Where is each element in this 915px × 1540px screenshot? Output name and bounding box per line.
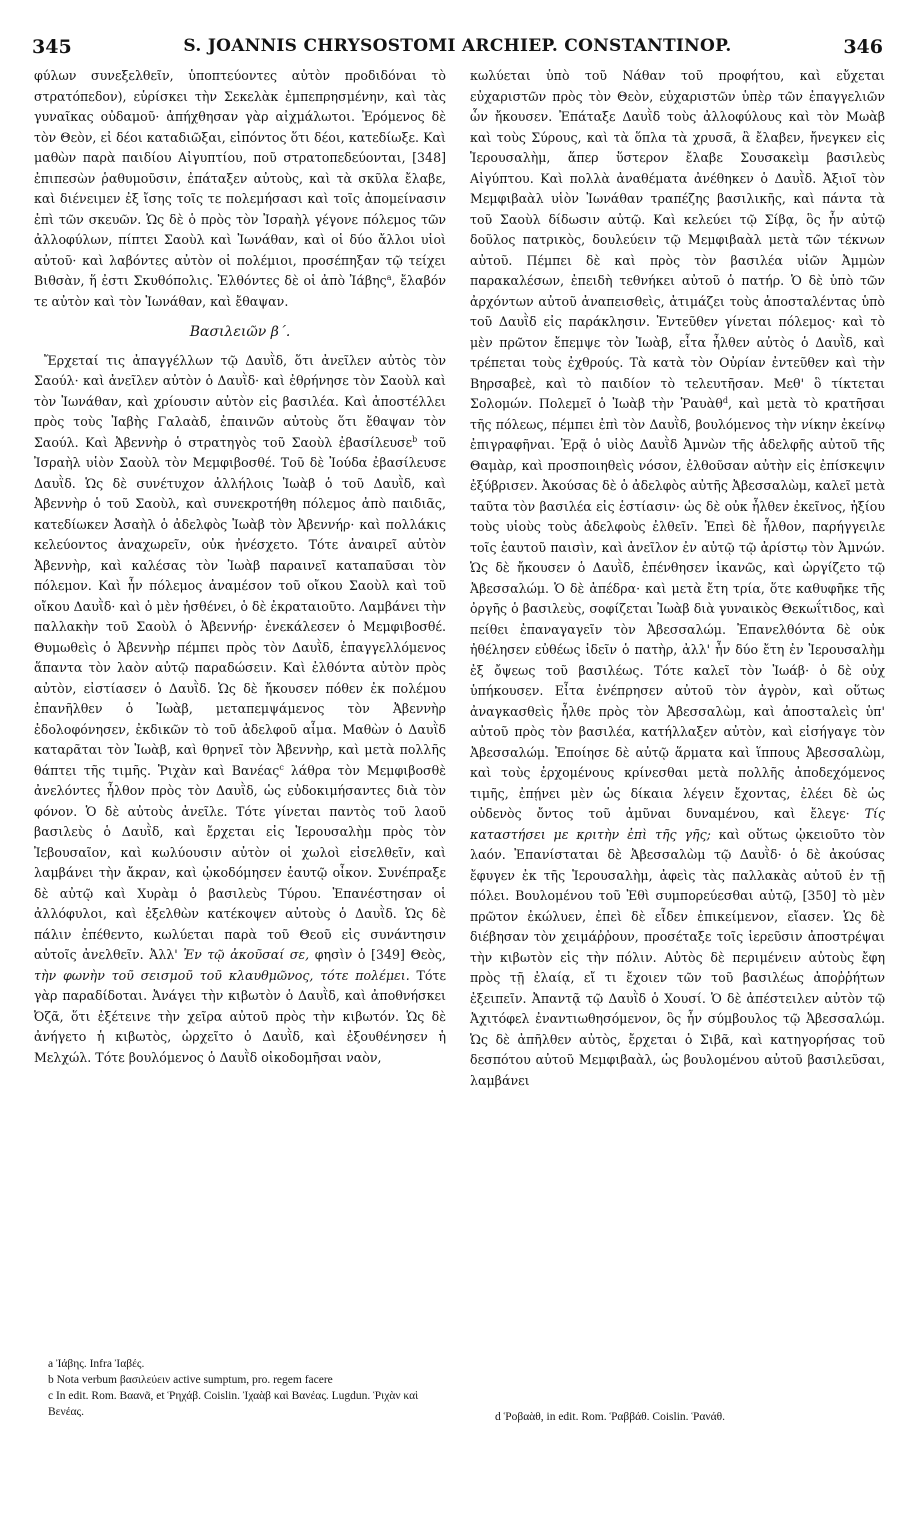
left-paragraph-2 (34, 351, 446, 1069)
page-title: S. JOANNIS CHRYSOSTOMI ARCHIEP. CONSTANTINOP. (183, 36, 732, 56)
text-run: κωλύεται ὑπὸ τοῦ Νάθαν τοῦ προφήτου, καὶ εὔχεται εὐχαριστῶν πρὸς τὸν Θεὸν, εὐχαριστῶν ὑπὲρ τῶν ἐπαγγελιῶν ὧν ἤκουσεν. Ἐπάταξε Δαυῒδ τοὺς ἀλλοφύλους καὶ τὸν Μωὰβ καὶ τοὺς Σύρους, καὶ τὰ ὅπλα τὰ χρυσᾶ, ἃ ἔλαβεν, ἤνεγκεν εἰς Ἱερουσαλὴμ, ἅπερ ὕστερον ἔλαβε Σουσακεὶμ βασιλεὺς Αἰγύπτου. Καὶ πολλὰ ἀναθέματα ἀνέθηκεν ὁ Δαυῒδ. Ἀξιοῖ τὸν Μεμφιβαὰλ υἱὸν Ἰωνάθαν τραπέζης βασιλικῆς, καὶ πάντα τὰ τοῦ Σαοὺλ δίδωσιν αὐτῷ. Καὶ κελεύει τῷ Σίβᾳ, ὃς ἦν αὐτῷ δοῦλος πατρικὸς, δουλεύειν τῷ Μεμφιβαὰλ μετὰ τῶν τέκνων αὐτοῦ. Πέμπει δὲ καὶ πρὸς τὸν βασιλέα υἱῶν Ἀμμὼν παρακαλέσων, ἐπειδὴ τεθνήκει αὐτοῦ ὁ πατήρ. Ὁ δὲ ὑπὸ τῶν ἀρχόντων αὐτοῦ ἀναπεισθεὶς, ἀτιμάζει τοὺς ἀποσταλέντας ὑπὸ τοῦ Δαυῒδ εἰς παράκλησιν. Ἐντεῦθεν γίνεται πόλεμος· καὶ τὸ μὲν πρῶτον ἔπεμψε τὸν Ἰωὰβ, εἶτα ἦλθεν αὐτὸς ὁ Δαυῒδ, καὶ τρέπεται τοὺς ἐχθρούς. Τὰ κατὰ τὸν Οὐρίαν ἐντεῦθεν καὶ τὴν Βηρσαβεὲ, καὶ τὸ παιδίον τὸ τελευτῆσαν. Μεθ' ὃ τίκτεται Σολομών. Πολεμεῖ ὁ Ἰωὰβ τὴν Ῥαυὰθ (470, 68, 885, 411)
footnote-marker-d: d (722, 395, 728, 405)
left-paragraph-1 (34, 66, 446, 312)
text-run: , καὶ μετὰ τὸ κρατῆσαι τῆς πόλεως, πέμπει ἐπὶ τὸν Δαυῒδ, βουλόμενος τὴν νίκην ἐκείνῳ ἐπιγραφῆναι. Ἐρᾷ ὁ υἱὸς Δαυῒδ Ἀμνὼν τῆς ἀδελφῆς αὐτοῦ τῆς Θαμὰρ, καὶ προσποιηθεὶς νόσον, ἐλθοῦσαν αὐτὴν εἰς ἐπίσκεψιν ἐξύβρισεν. Ἀκούσας δὲ ὁ ἀδελφὸς αὐτῆς Ἀβεσσαλὼμ, καλεῖ μετὰ ταῦτα τὸν βασιλέα εἰς ἑστίασιν· ὡς δὲ οὐκ ἦλθεν ἐκεῖνος, ἠξίου τοὺς υἱοὺς τοὺς ἀδελφοὺς ἐλθεῖν. Ἐπεὶ δὲ ἦλθον, παρήγγειλε τοῖς ἑαυτοῦ παισὶν, καὶ ἀνεῖλον ἐν αὐτῷ τῷ ἀρίστῳ τὸν Ἀμνών. Ὡς δὲ ἤκουσεν ὁ Δαυῒδ, ἐπένθησεν ἱκανῶς, καὶ ὠργίζετο τῷ Ἀβεσσαλώμ. Ὁ δὲ ἀπέδρα· καὶ μετὰ ἔτη τρία, ὅτε καθυφῆκε τῆς ὀργῆς ὁ βασιλεὺς, σοφίζεται Ἰωὰβ διὰ γυναικὸς Θεκωΐτιδος, καὶ πείθει ἐπαναγαγεῖν τὸν Ἀβεσσαλώμ. Ἐπανελθόντα δὲ οὐκ ἠθέλησεν εὐθέως ἰδεῖν ὁ πατὴρ, ἀλλ' ἦν δύο ἔτη ἐν Ἱερουσαλὴμ ἐξ ὄψεως τοῦ βασιλέως. Τότε καλεῖ τὸν Ἰωάβ· ὁ δὲ οὐχ ὑπήκουσεν. Εἶτα ἐνέπρησεν αὐτοῦ τὸν ἀγρὸν, καὶ οὕτως ἀναγκασθεὶς ἦλθε πρὸς τὸν Ἀβεσσαλὼμ, καὶ ἀποσταλεὶς ὑπ' αὐτοῦ πρὸς τὸν βασιλέα, κατήλλαξεν αὐτὸν, καὶ εἰσήγαγε τὸν Ἀβεσσαλώμ. Ἐποίησε δὲ αὐτῷ ἅρματα καὶ ἵππους Ἀβεσσαλὼμ, καὶ τοὺς ἐρχομένους κρίνεσθαι μετὰ πολλῆς ἀποδεχόμενος τιμῆς, ἐπῄνει μὲν ὡς δίκαια λέγειν ἔχοντας, ἐλέει δὲ ὡς οὐδενὸς ὄντος τοῦ ἀμῦναι δυναμένου, καὶ ἔλεγε· (470, 396, 886, 821)
scripture-quote: Τίς καταστήσει με κριτὴν ἐπὶ τῆς γῆς; (470, 806, 885, 842)
footnote-marker-b: b (412, 434, 418, 444)
right-page-number: 346 (843, 36, 883, 58)
text-run: Ἔρχεταί τις ἀπαγγέλλων τῷ Δαυῒδ, ὅτι ἀνεῖλεν αὐτὸς τὸν Σαούλ· καὶ ἀνεῖλεν αὐτὸν ὁ Δαυῒδ· καὶ ἐθρήνησε τὸν Σαοὺλ καὶ τὸν Ἰωνάθαν, καὶ χρίουσιν αὐτὸν εἰς βασιλέα. Καὶ ἀποστέλλει πρὸς τοὺς Ἰαβὴς Γαλαὰδ, ἐπαινῶν αὐτοὺς ὅτι ἔθαψαν τὸν Σαούλ. Καὶ Ἀβεννὴρ ὁ στρατηγὸς τοῦ Σαοὺλ ἐβασίλευσε (34, 352, 446, 450)
right-column (470, 66, 885, 1091)
text-run: φησὶν ὁ [349] Θεὸς, (309, 947, 446, 962)
left-footnotes (48, 1356, 438, 1420)
left-page-number: 345 (32, 36, 72, 58)
footnote-d: d Ῥοβαὰθ, in edit. Rom. Ῥαββάθ. Coislin. Ῥανάθ. (495, 1411, 726, 1423)
text-run: καὶ οὕτως ᾠκειοῦτο τὸν λαόν. Ἐπανίσταται δὲ Ἀβεσσαλὼμ τῷ Δαυῒδ· ὁ δὲ ἀκούσας ἔφυγεν ἐκ τῆς Ἱερουσαλὴμ, ἀφεὶς τὰς παλλακὰς αὐτοῦ ἐν τῇ πόλει. Βουλομένου τοῦ Ἐθὶ συμπορεύεσθαι αὐτῷ, [350] τὸ μὲν πρῶτον ἐκώλυεν, ἐπεὶ δὲ εἶδεν ἐπικείμενον, εἴασεν. Ὡς δὲ διέβησαν τὸν χειμάῤῥουν, προσέταξε τοῖς ἱερεῦσιν ἀποστρέψαι τὴν κιβωτὸν εἰς τὴν πόλιν. Αὐτὸς δὲ περιμένειν αὐτοὺς ἔφη πρὸς τῇ ἐλαίᾳ, εἴ τι ἔχοιεν τῶν τοῦ βασιλέως ἀποῤῥήτων ἐξειπεῖν. Ἀπαντᾷ τῷ Δαυῒδ ὁ Χουσί. Ὁ δὲ ἀπέστειλεν αὐτὸν τῷ Ἀχιτόφελ ἐναντιωθησόμενον, ὃς ἦν σύμβουλος τῷ Ἀβεσσαλώμ. Ὡς δὲ ἀπῆλθεν αὐτὸς, ἔρχεται ὁ Σιβᾶ, καὶ κατηγορήσας τοῦ δεσπότου αὐτοῦ Μεμφιβαὰλ, ὡς βουλομένου αὐτοῦ βασιλεῦσαι, λαμβάνει (470, 826, 885, 1088)
footnote-b: b Nota verbum βασιλεύειν active sumptum, pro. regem facere (48, 1374, 333, 1386)
section-heading: Βασιλειῶν β΄. (189, 324, 291, 340)
text-run: Τότε γὰρ παραδίδοται. Ἀνάγει τὴν κιβωτὸν ὁ Δαυῒδ, καὶ ἀποθνήσκει Ὀζᾶ, ὅτι ἐξέτεινε τὴν χεῖρα αὐτοῦ πρὸς τὴν κιβωτόν. Ὡς δὲ ἀνήγετο ἡ κιβωτὸς, ὠρχεῖτο ὁ Δαυῒδ, καὶ ἐξουθένησεν ἡ Μελχώλ. Τότε βουλόμενος ὁ Δαυῒδ οἰκοδομῆσαι ναὸν, (34, 967, 446, 1065)
scripture-quote: Ἐν τῷ ἀκοῦσαί σε, (177, 947, 310, 962)
footnote-c: c In edit. Rom. Βαανᾶ, et Ῥηχάβ. Coislin. Ἰχαὰβ καὶ Βανέας. Lugdun. Ῥιχὰν καὶ Βενέας. (48, 1390, 419, 1418)
footnote-marker-a: a (386, 272, 392, 282)
text-run: φύλων συνεξελθεῖν, ὑποπτεύοντες αὐτὸν προδιδόναι τὸ στρατόπεδον), εὑρίσκει τὴν Σεκελὰκ ἐμπεπρησμένην, καὶ τὰς γυναῖκας οὐδαμοῦ· ἀπήχθησαν γὰρ αἰχμάλωτοι. Ἐρόμενος δὲ τὸν Θεὸν, εἰ δέοι καταδιῶξαι, εἰπόντος ὅτι δέοι, κατεδίωξε. Καὶ μαθὼν παρὰ παιδίου Αἰγυπτίου, ποῦ στρατοπεδεύονται, [348] ἐπιπεσὼν ῥαθυμοῦσιν, ἐπάταξεν αὐτοὺς, καὶ τὰ σκῦλα ἔλαβε, καὶ διένειμεν ἐξ ἴσης τοῖς τε πολεμήσασι καὶ τοῖς ἀπομείνασιν ἐπὶ τῶν σκευῶν. Ὡς δὲ ὁ πρὸς τὸν Ἰσραὴλ γέγονε πόλεμος τῶν ἀλλοφύλων, πίπτει Σαοὺλ καὶ Ἰωνάθαν, καὶ οἱ δύο ἄλλοι υἱοὶ αὐτοῦ· καὶ λαβόντες αὐτὸν οἱ πολέμιοι, προσέπηξαν τῷ τείχει Βιθσὰν, ἥ ἐστι Σκυθόπολις. Ἐλθόντες δὲ οἱ ἀπὸ Ἰάβης (34, 68, 446, 288)
right-paragraph (470, 66, 885, 1091)
text-run: τοῦ Ἰσραὴλ υἱὸν Σαοὺλ τὸν Μεμφιβοσθέ. Τοῦ δὲ Ἰούδα ἐβασίλευσε Δαυῒδ. Ὡς δὲ συνέτυχον ἀλλήλοις Ἰωὰβ ὁ τοῦ Δαυῒδ, καὶ Ἀβεννὴρ ὁ τοῦ Σαοὺλ, καὶ συνεκροτήθη πόλεμος ἀπὸ παιδιᾶς, κατεδίωκεν Ἀσαὴλ ὁ ἀδελφὸς Ἰωὰβ τὸν Ἀβεννήρ· καὶ πολλάκις κελεύοντος ἀναχωρεῖν, οὐκ ἠνέσχετο. Τότε ἀναιρεῖ αὐτὸν Ἀβεννὴρ, καὶ καλέσας τὸν Ἰωὰβ παραινεῖ καταπαῦσαι τὸν πόλεμον. Καὶ ἦν πόλεμος ἀναμέσον τοῦ οἴκου Σαοὺλ καὶ τοῦ οἴκου Δαυῒδ· καὶ ὁ μὲν ἠσθένει, ὁ δὲ ἐκραταιοῦτο. Λαμβάνει τὴν παλλακὴν τοῦ Σαοὺλ ὁ Ἀβεννήρ· ἐνεκάλεσεν ὁ Μεμφιβοσθέ. Θυμωθεὶς ὁ Ἀβεννὴρ πέμπει πρὸς τὸν Δαυῒδ, ἐπαγγελλόμενος ἅπαντα τὸν λαὸν αὐτῷ παραδώσειν. Καὶ ἐλθόντα αὐτὸν πρὸς αὐτὸν, εἰστίασεν ὁ Δαυῒδ. Ὡς δὲ ἤκουσεν πόθεν ἐκ πολέμου ἐπανῆλθεν ὁ Ἰωὰβ, μεταπεμψάμενος τὸν Ἀβεννὴρ ἐδολοφόνησεν, ἐκδικῶν τὸ τοῦ ἀδελφοῦ αἷμα. Μαθὼν ὁ Δαυῒδ καταρᾶται τὸν Ἰωὰβ, καὶ θρηνεῖ τὸν Ἀβεννὴρ, καὶ μετὰ πολλῆς θάπτει τῆς τιμῆς. Ῥιχὰν καὶ Βανέας (34, 434, 446, 778)
scripture-quote: τὴν φωνὴν τοῦ σεισμοῦ τοῦ κλαυθμῶνος, τότε πολέμει. (34, 967, 410, 983)
footnote-a: a Ἰάβης. Infra Ἰαβές. (48, 1358, 145, 1370)
left-column (34, 66, 446, 1068)
right-footnotes (495, 1409, 885, 1425)
running-head (32, 36, 883, 62)
text-run: , ἔλαβόν τε αὐτὸν καὶ τὸν Ἰωνάθαν, καὶ ἔθαψαν. (34, 273, 446, 309)
footnote-marker-c: c (279, 762, 284, 772)
text-run: λάθρα τὸν Μεμφιβοσθὲ ἀνελόντες ἦλθον πρὸς τὸν Δαυῒδ, ὡς εὐδοκιμήσαντες διὰ τὸν φόνον. Ὁ δὲ αὐτοὺς ἀνεῖλε. Τότε γίνεται παντὸς τοῦ λαοῦ βασιλεὺς ὁ Δαυῒδ, καὶ ἔρχεται εἰς Ἱερουσαλὴμ πρὸς τὸν Ἰεβουσαῖον, καὶ κωλύουσιν αὐτὸν οἱ χωλοὶ εἰσελθεῖν, καὶ λαμβάνει τὴν ἄκραν, καὶ ᾠκοδόμησεν ἑαυτῷ οἶκον. Συνέπραξε δὲ αὐτῷ καὶ Χυρὰμ ὁ βασιλεὺς Τύρου. Ἐπανέστησαν οἱ ἀλλόφυλοι, καὶ ἐξελθὼν κατέκοψεν αὐτοὺς ὁ Δαυῒδ. Ὡς δὲ πάλιν ἐπέθεντο, κωλύεται παρὰ τοῦ Θεοῦ εἰς συνάντησιν αὐτοῖς ἀνελθεῖν. Ἀλλ' (34, 762, 446, 962)
